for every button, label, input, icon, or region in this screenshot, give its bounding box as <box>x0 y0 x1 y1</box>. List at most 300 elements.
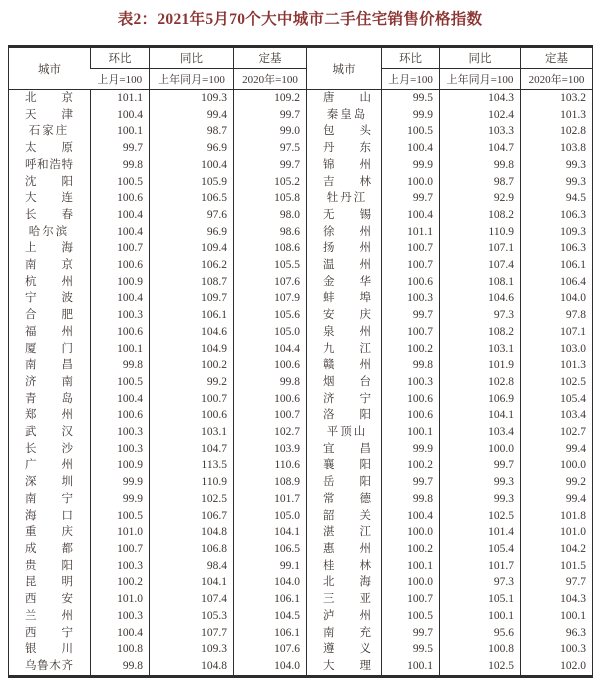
yoy-value: 110.9 <box>150 474 234 491</box>
city-name: 桂林 <box>323 559 371 572</box>
yoy-value: 106.9 <box>440 391 521 408</box>
yoy-value: 107.1 <box>440 240 521 257</box>
mom-value: 100.2 <box>382 457 440 474</box>
mom-value: 100.6 <box>91 324 150 341</box>
city-name: 济宁 <box>323 392 371 405</box>
fixed-base-value: 99.7 <box>234 107 307 124</box>
yoy-value: 113.5 <box>150 457 234 474</box>
city-cell <box>9 274 91 291</box>
fixed-base-value: 99.0 <box>234 123 307 140</box>
city-cell <box>9 608 91 625</box>
fixed-base-value: 106.1 <box>521 257 593 274</box>
yoy-value: 100.4 <box>150 157 234 174</box>
fixed-base-value: 103.9 <box>234 441 307 458</box>
mom-value: 99.8 <box>91 357 150 374</box>
table-row <box>9 174 593 191</box>
fixed-base-value: 109.2 <box>234 90 307 107</box>
city-cell <box>9 190 91 207</box>
city-name: 天津 <box>25 108 73 121</box>
fixed-base-value: 104.0 <box>521 290 593 307</box>
mom-value: 100.1 <box>91 123 150 140</box>
city-name: 北京 <box>25 92 73 104</box>
table-row <box>9 658 593 676</box>
city-name: 上海 <box>25 242 73 255</box>
header-yoy-left: 同比 <box>150 47 234 69</box>
mom-value: 101.0 <box>91 591 150 608</box>
city-cell <box>307 174 382 191</box>
city-name: 宁波 <box>25 292 73 305</box>
fixed-base-value: 104.1 <box>234 524 307 541</box>
yoy-value: 100.8 <box>440 641 521 658</box>
mom-value: 100.6 <box>382 274 440 291</box>
city-cell <box>9 591 91 608</box>
city-name: 丹东 <box>323 142 371 155</box>
city-cell <box>9 558 91 575</box>
fixed-base-value: 104.5 <box>234 608 307 625</box>
mom-value: 100.4 <box>91 107 150 124</box>
yoy-value: 98.7 <box>440 174 521 191</box>
fixed-base-value: 108.9 <box>234 474 307 491</box>
fixed-base-value: 107.6 <box>234 274 307 291</box>
fixed-base-value: 103.2 <box>521 90 593 107</box>
mom-value: 100.1 <box>91 341 150 358</box>
city-cell <box>307 290 382 307</box>
mom-value: 100.2 <box>382 541 440 558</box>
city-cell <box>9 374 91 391</box>
table-row <box>9 140 593 157</box>
fixed-base-value: 103.8 <box>521 140 593 157</box>
table-body <box>9 90 593 677</box>
yoy-value: 100.1 <box>440 608 521 625</box>
table-row <box>9 625 593 642</box>
table-row <box>9 224 593 241</box>
mom-value: 99.7 <box>382 625 440 642</box>
fixed-base-value: 104.0 <box>234 574 307 591</box>
header-yoy-base-left: 上年同月=100 <box>150 69 234 90</box>
city-cell <box>9 491 91 508</box>
fixed-base-value: 102.5 <box>521 374 593 391</box>
city-name: 广州 <box>25 459 73 472</box>
fixed-base-value: 107.1 <box>521 324 593 341</box>
city-cell <box>9 541 91 558</box>
fixed-base-value: 107.6 <box>234 641 307 658</box>
city-name: 海口 <box>25 509 73 522</box>
mom-value: 100.7 <box>382 591 440 608</box>
mom-value: 100.4 <box>91 290 150 307</box>
header-fixed-right: 定基 <box>521 47 593 69</box>
city-cell <box>9 424 91 441</box>
mom-value: 99.9 <box>382 107 440 124</box>
fixed-base-value: 97.5 <box>234 140 307 157</box>
fixed-base-value: 101.3 <box>521 107 593 124</box>
mom-value: 100.8 <box>91 641 150 658</box>
fixed-base-value: 106.3 <box>521 207 593 224</box>
mom-value: 100.2 <box>382 341 440 358</box>
city-cell <box>307 558 382 575</box>
city-cell <box>9 123 91 140</box>
city-name: 哈尔滨 <box>28 225 70 238</box>
yoy-value: 104.8 <box>150 658 234 676</box>
mom-value: 100.7 <box>382 257 440 274</box>
yoy-value: 92.9 <box>440 190 521 207</box>
yoy-value: 109.3 <box>150 641 234 658</box>
yoy-value: 100.6 <box>150 407 234 424</box>
mom-value: 99.9 <box>382 441 440 458</box>
mom-value: 99.8 <box>91 658 150 676</box>
mom-value: 100.0 <box>382 174 440 191</box>
yoy-value: 103.1 <box>150 424 234 441</box>
city-cell <box>307 357 382 374</box>
city-cell <box>9 357 91 374</box>
yoy-value: 98.4 <box>150 558 234 575</box>
fixed-base-value: 99.4 <box>521 441 593 458</box>
fixed-base-value: 105.4 <box>521 391 593 408</box>
city-cell <box>307 608 382 625</box>
city-name: 包头 <box>323 125 371 138</box>
fixed-base-value: 94.5 <box>521 190 593 207</box>
mom-value: 99.7 <box>382 190 440 207</box>
city-cell <box>307 391 382 408</box>
city-cell <box>307 641 382 658</box>
mom-value: 100.4 <box>382 140 440 157</box>
yoy-value: 100.0 <box>440 441 521 458</box>
city-name: 重庆 <box>25 526 73 539</box>
yoy-value: 96.9 <box>150 140 234 157</box>
yoy-value: 102.5 <box>440 658 521 676</box>
city-cell <box>307 491 382 508</box>
city-cell <box>9 140 91 157</box>
header-yoy-right: 同比 <box>440 47 521 69</box>
city-name: 南宁 <box>25 492 73 505</box>
yoy-value: 105.4 <box>440 541 521 558</box>
fixed-base-value: 99.2 <box>521 474 593 491</box>
mom-value: 100.5 <box>91 174 150 191</box>
city-cell <box>307 591 382 608</box>
table-row <box>9 474 593 491</box>
mom-value: 99.7 <box>382 307 440 324</box>
table-row <box>9 357 593 374</box>
table-row <box>9 90 593 107</box>
table-row <box>9 591 593 608</box>
yoy-value: 99.3 <box>440 491 521 508</box>
city-name: 常德 <box>323 492 371 505</box>
city-cell <box>9 174 91 191</box>
city-name: 安庆 <box>323 309 371 322</box>
table-row <box>9 441 593 458</box>
yoy-value: 107.4 <box>150 591 234 608</box>
city-cell <box>9 341 91 358</box>
fixed-base-value: 105.0 <box>234 508 307 525</box>
city-name: 杭州 <box>25 275 73 288</box>
header-fixed-base-right: 2020年=100 <box>521 69 593 90</box>
fixed-base-value: 105.5 <box>234 257 307 274</box>
header-fixed-left: 定基 <box>234 47 307 69</box>
fixed-base-value: 102.8 <box>521 123 593 140</box>
city-cell <box>307 625 382 642</box>
mom-value: 99.9 <box>382 157 440 174</box>
yoy-value: 103.4 <box>440 424 521 441</box>
city-cell <box>307 658 382 676</box>
city-cell <box>307 374 382 391</box>
fixed-base-value: 99.1 <box>234 558 307 575</box>
city-name: 济南 <box>25 375 73 388</box>
fixed-base-value: 105.8 <box>234 190 307 207</box>
fixed-base-value: 101.0 <box>521 524 593 541</box>
fixed-base-value: 105.6 <box>234 307 307 324</box>
yoy-value: 104.1 <box>150 574 234 591</box>
fixed-base-value: 106.1 <box>234 625 307 642</box>
mom-value: 100.3 <box>91 608 150 625</box>
yoy-value: 104.8 <box>150 524 234 541</box>
yoy-value: 102.5 <box>150 491 234 508</box>
city-cell <box>9 441 91 458</box>
yoy-value: 109.7 <box>150 290 234 307</box>
mom-value: 100.3 <box>91 558 150 575</box>
city-cell <box>307 457 382 474</box>
city-name: 襄阳 <box>323 459 371 472</box>
mom-value: 100.5 <box>382 123 440 140</box>
mom-value: 99.7 <box>382 474 440 491</box>
yoy-value: 105.3 <box>150 608 234 625</box>
mom-value: 100.6 <box>382 391 440 408</box>
city-name: 宜昌 <box>323 442 371 455</box>
city-name: 银川 <box>25 643 73 656</box>
mom-value: 101.1 <box>382 224 440 241</box>
mom-value: 100.1 <box>382 558 440 575</box>
yoy-value: 104.1 <box>440 407 521 424</box>
yoy-value: 104.9 <box>150 341 234 358</box>
yoy-value: 106.8 <box>150 541 234 558</box>
city-name: 韶关 <box>323 509 371 522</box>
city-name: 温州 <box>323 259 371 272</box>
city-name: 长春 <box>25 208 73 221</box>
mom-value: 101.0 <box>91 524 150 541</box>
table-row <box>9 641 593 658</box>
table-row <box>9 307 593 324</box>
yoy-value: 107.4 <box>440 257 521 274</box>
city-name: 湛江 <box>323 526 371 539</box>
yoy-value: 95.6 <box>440 625 521 642</box>
city-cell <box>307 140 382 157</box>
fixed-base-value: 101.3 <box>521 357 593 374</box>
yoy-value: 100.7 <box>150 391 234 408</box>
mom-value: 100.3 <box>91 424 150 441</box>
fixed-base-value: 104.0 <box>234 658 307 676</box>
mom-value: 100.6 <box>91 407 150 424</box>
mom-value: 99.8 <box>382 357 440 374</box>
mom-value: 100.5 <box>91 508 150 525</box>
header-city-right: 城市 <box>307 47 382 90</box>
yoy-value: 97.6 <box>150 207 234 224</box>
yoy-value: 104.7 <box>150 441 234 458</box>
table-row <box>9 207 593 224</box>
city-cell <box>307 123 382 140</box>
yoy-value: 96.9 <box>150 224 234 241</box>
fixed-base-value: 100.6 <box>234 357 307 374</box>
mom-value: 100.5 <box>91 374 150 391</box>
fixed-base-value: 108.6 <box>234 240 307 257</box>
yoy-value: 108.2 <box>440 324 521 341</box>
city-cell <box>307 524 382 541</box>
city-name: 呼和浩特 <box>25 158 73 171</box>
table-row <box>9 541 593 558</box>
table-row <box>9 274 593 291</box>
header-yoy-base-right: 上年同月=100 <box>440 69 521 90</box>
yoy-value: 102.5 <box>440 508 521 525</box>
fixed-base-value: 99.3 <box>521 174 593 191</box>
city-name: 泉州 <box>323 325 371 338</box>
mom-value: 100.4 <box>382 508 440 525</box>
mom-value: 100.3 <box>382 290 440 307</box>
fixed-base-value: 101.8 <box>521 508 593 525</box>
yoy-value: 108.2 <box>440 207 521 224</box>
city-cell <box>9 474 91 491</box>
city-cell <box>307 190 382 207</box>
table-row <box>9 123 593 140</box>
header-mom-left: 环比 <box>91 47 150 69</box>
mom-value: 100.4 <box>382 207 440 224</box>
city-name: 贵阳 <box>25 559 73 572</box>
header-mom-base-left: 上月=100 <box>91 69 150 90</box>
city-name: 太原 <box>25 142 73 155</box>
header-mom-base-right: 上月=100 <box>382 69 440 90</box>
city-cell <box>307 341 382 358</box>
yoy-value: 103.1 <box>440 341 521 358</box>
fixed-base-value: 102.7 <box>234 424 307 441</box>
mom-value: 99.9 <box>91 474 150 491</box>
yoy-value: 100.2 <box>150 357 234 374</box>
yoy-value: 102.8 <box>440 374 521 391</box>
mom-value: 100.7 <box>91 541 150 558</box>
city-cell <box>307 90 382 107</box>
city-cell <box>9 90 91 107</box>
fixed-base-value: 100.1 <box>521 608 593 625</box>
table-row <box>9 491 593 508</box>
yoy-value: 105.1 <box>440 591 521 608</box>
table-row <box>9 341 593 358</box>
mom-value: 100.4 <box>91 391 150 408</box>
table-row <box>9 324 593 341</box>
city-cell <box>9 324 91 341</box>
table-header <box>9 47 593 90</box>
table-row <box>9 391 593 408</box>
fixed-base-value: 106.1 <box>234 591 307 608</box>
yoy-value: 106.7 <box>150 508 234 525</box>
city-name: 深圳 <box>25 476 73 489</box>
yoy-value: 110.9 <box>440 224 521 241</box>
table-row <box>9 508 593 525</box>
mom-value: 100.3 <box>91 441 150 458</box>
yoy-value: 99.2 <box>150 374 234 391</box>
fixed-base-value: 105.2 <box>234 174 307 191</box>
mom-value: 99.5 <box>382 90 440 107</box>
city-cell <box>307 574 382 591</box>
yoy-value: 99.8 <box>440 157 521 174</box>
mom-value: 100.0 <box>382 574 440 591</box>
city-cell <box>307 207 382 224</box>
yoy-value: 106.2 <box>150 257 234 274</box>
city-name: 成都 <box>25 542 73 555</box>
city-cell <box>307 508 382 525</box>
header-mom-right: 环比 <box>382 47 440 69</box>
city-name: 西宁 <box>25 626 73 639</box>
table-row <box>9 257 593 274</box>
city-cell <box>9 457 91 474</box>
city-cell <box>307 441 382 458</box>
mom-value: 99.8 <box>382 491 440 508</box>
city-name: 平顶山 <box>326 426 368 439</box>
city-name: 南京 <box>25 259 73 272</box>
city-name: 吉林 <box>323 175 371 188</box>
mom-value: 100.4 <box>91 625 150 642</box>
city-cell <box>307 541 382 558</box>
city-name: 北海 <box>323 576 371 589</box>
city-name: 乌鲁木齐 <box>25 659 73 672</box>
table-row <box>9 290 593 307</box>
table-row <box>9 524 593 541</box>
city-name: 岳阳 <box>323 476 371 489</box>
yoy-value: 101.4 <box>440 524 521 541</box>
yoy-value: 99.7 <box>440 457 521 474</box>
city-name: 烟台 <box>323 375 371 388</box>
city-cell <box>307 257 382 274</box>
fixed-base-value: 101.5 <box>521 558 593 575</box>
yoy-value: 107.7 <box>150 625 234 642</box>
yoy-value: 98.7 <box>150 123 234 140</box>
city-cell <box>9 658 91 676</box>
table-row <box>9 407 593 424</box>
fixed-base-value: 96.3 <box>521 625 593 642</box>
yoy-value: 97.3 <box>440 307 521 324</box>
city-name: 郑州 <box>25 409 73 422</box>
city-cell <box>9 290 91 307</box>
table-row <box>9 558 593 575</box>
city-name: 遵义 <box>323 643 371 656</box>
mom-value: 100.1 <box>382 424 440 441</box>
fixed-base-value: 102.7 <box>521 424 593 441</box>
page-title: 表2：2021年5月70个大中城市二手住宅销售价格指数 <box>117 11 483 28</box>
city-name: 石家庄 <box>28 125 70 138</box>
city-cell <box>307 307 382 324</box>
city-name: 福州 <box>25 325 73 338</box>
city-cell <box>9 641 91 658</box>
mom-value: 99.5 <box>382 641 440 658</box>
city-cell <box>307 274 382 291</box>
yoy-value: 104.6 <box>150 324 234 341</box>
mom-value: 100.4 <box>91 224 150 241</box>
yoy-value: 109.3 <box>150 90 234 107</box>
mom-value: 100.7 <box>382 324 440 341</box>
yoy-value: 101.9 <box>440 357 521 374</box>
table-row <box>9 107 593 124</box>
yoy-value: 105.9 <box>150 174 234 191</box>
table-row <box>9 374 593 391</box>
city-name: 厦门 <box>25 342 73 355</box>
city-cell <box>307 240 382 257</box>
city-cell <box>9 240 91 257</box>
yoy-value: 99.4 <box>150 107 234 124</box>
header-row-groups <box>9 47 593 69</box>
table-row <box>9 608 593 625</box>
city-cell <box>307 407 382 424</box>
city-name: 西安 <box>25 593 73 606</box>
mom-value: 100.3 <box>91 307 150 324</box>
city-name: 秦皇岛 <box>326 108 368 121</box>
city-name: 锦州 <box>323 158 371 171</box>
fixed-base-value: 106.3 <box>521 240 593 257</box>
yoy-value: 97.3 <box>440 574 521 591</box>
city-cell <box>9 207 91 224</box>
